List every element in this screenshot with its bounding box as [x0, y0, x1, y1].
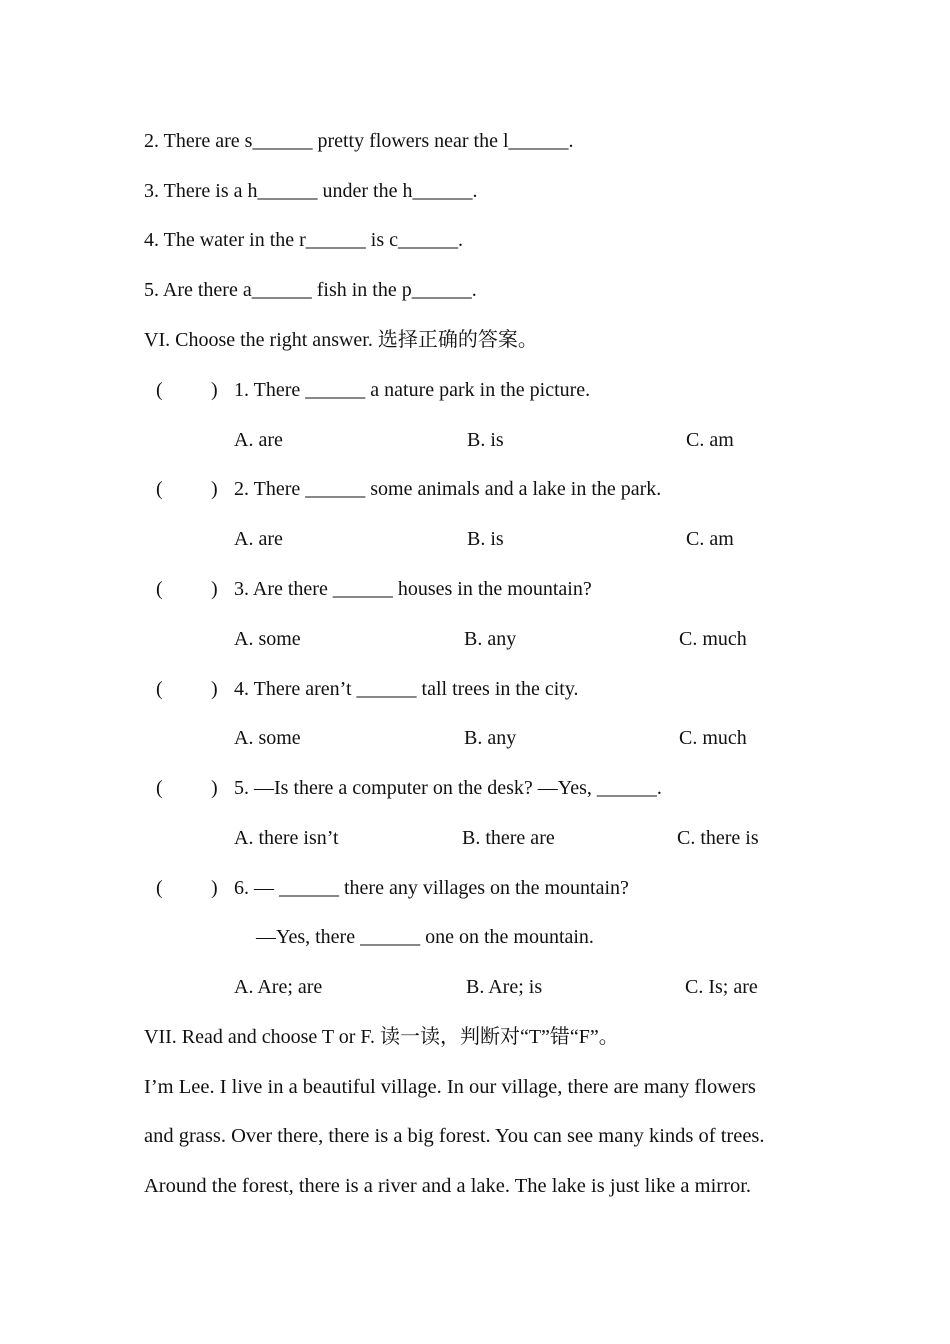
answer-bracket-open: (: [156, 678, 163, 700]
question-6-option-b: B. Are; is: [466, 976, 543, 998]
answer-bracket-open: (: [156, 478, 163, 500]
question-4-option-b: B. any: [464, 727, 517, 749]
passage-line-2: and grass. Over there, there is a big forest. You can see many kinds of trees.: [144, 1125, 765, 1147]
question-4-option-c: C. much: [679, 727, 747, 749]
section-6-heading: VI. Choose the right answer. 选择正确的答案。: [144, 329, 538, 351]
question-1-option-b: B. is: [467, 429, 504, 451]
answer-bracket-close: ): [211, 877, 218, 899]
question-5-option-c: C. there is: [677, 827, 759, 849]
answer-bracket-open: (: [156, 877, 163, 899]
fill-item-5: 5. Are there a______ fish in the p______.: [144, 279, 477, 301]
question-2-text: 2. There ______ some animals and a lake in the park.: [234, 478, 662, 500]
question-1-option-c: C. am: [686, 429, 734, 451]
question-3-option-b: B. any: [464, 628, 517, 650]
answer-bracket-close: ): [211, 777, 218, 799]
answer-bracket-open: (: [156, 379, 163, 401]
question-3-text: 3. Are there ______ houses in the mountain?: [234, 578, 592, 600]
question-6-option-c: C. Is; are: [685, 976, 758, 998]
fill-item-4: 4. The water in the r______ is c______.: [144, 229, 464, 251]
answer-bracket-close: ): [211, 478, 218, 500]
passage-line-3: Around the forest, there is a river and a lake. The lake is just like a mirror.: [144, 1175, 752, 1197]
question-5-option-b: B. there are: [462, 827, 555, 849]
section-7-heading: VII. Read and choose T or F. 读一读，判断对“T”错“F”。: [144, 1026, 619, 1048]
question-6-response: —Yes, there ______ one on the mountain.: [256, 926, 594, 948]
question-3-option-a: A. some: [234, 628, 301, 650]
fill-item-3: 3. There is a h______ under the h______.: [144, 180, 478, 202]
fill-item-2: 2. There are s______ pretty flowers near the l______.: [144, 130, 574, 152]
answer-bracket-close: ): [211, 678, 218, 700]
question-2-option-b: B. is: [467, 528, 504, 550]
answer-bracket-close: ): [211, 379, 218, 401]
question-4-text: 4. There aren’t ______ tall trees in the city.: [234, 678, 579, 700]
question-5-option-a: A. there isn’t: [234, 827, 339, 849]
question-2-option-c: C. am: [686, 528, 734, 550]
answer-bracket-open: (: [156, 777, 163, 799]
question-3-option-c: C. much: [679, 628, 747, 650]
passage-line-1: I’m Lee. I live in a beautiful village. In our village, there are many flowers: [144, 1076, 756, 1098]
question-6-option-a: A. Are; are: [234, 976, 323, 998]
question-1-option-a: A. are: [234, 429, 283, 451]
answer-bracket-close: ): [211, 578, 218, 600]
question-5-text: 5. —Is there a computer on the desk? —Yes, ______.: [234, 777, 662, 799]
question-6-text: 6. — ______ there any villages on the mountain?: [234, 877, 629, 899]
question-2-option-a: A. are: [234, 528, 283, 550]
question-1-text: 1. There ______ a nature park in the picture.: [234, 379, 591, 401]
answer-bracket-open: (: [156, 578, 163, 600]
question-4-option-a: A. some: [234, 727, 301, 749]
